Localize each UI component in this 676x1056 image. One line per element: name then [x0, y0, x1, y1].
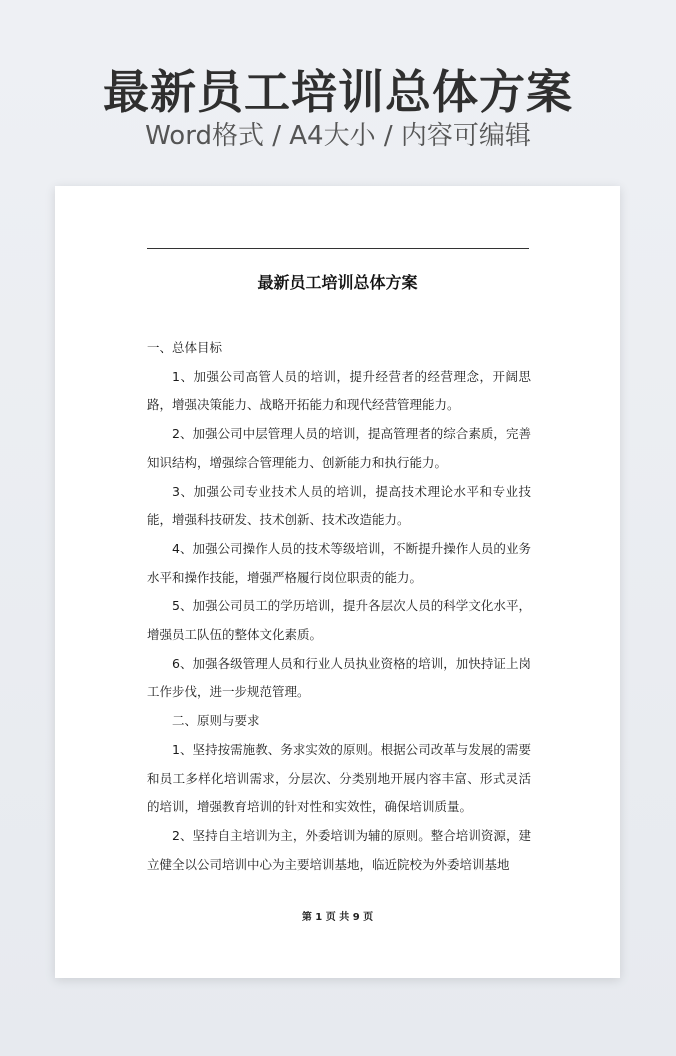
- page-footer: 第 1 页 共 9 页: [301, 912, 374, 923]
- document-title: 最新员工培训总体方案: [257, 273, 418, 292]
- paragraph: 3、加强公司专业技术人员的培训，提高技术理论水平和专业技能，增强科技研发、技术创新、技术改造能力。: [147, 483, 531, 528]
- document-page: [55, 186, 620, 978]
- banner-title: 最新员工培训总体方案: [103, 65, 573, 119]
- banner-subtitle: Word格式 / A4大小 / 内容可编辑: [145, 121, 531, 151]
- section-heading-principles: 二、原则与要求: [172, 713, 260, 729]
- paragraph: 1、加强公司高管人员的培训，提升经营者的经营理念，开阔思路，增强决策能力、战略开拓能力和现代经营管理能力。: [147, 368, 531, 413]
- paragraph: 1、坚持按需施教、务求实效的原则。根据公司改革与发展的需要和员工多样化培训需求，分层次、分类别地开展内容丰富、形式灵活的培训，增强教育培训的针对性和实效性，确保培训质量。: [147, 741, 531, 815]
- paragraph: 2、坚持自主培训为主，外委培训为辅的原则。整合培训资源，建立健全以公司培训中心为主要培训基地，临近院校为外委培训基地: [147, 827, 531, 872]
- header-rule: [147, 248, 529, 249]
- paragraph: 5、加强公司员工的学历培训，提升各层次人员的科学文化水平，增强员工队伍的整体文化素质。: [147, 598, 531, 643]
- paragraph: 6、加强各级管理人员和行业人员执业资格的培训，加快持证上岗工作步伐，进一步规范管理。: [147, 655, 531, 700]
- paragraph: 2、加强公司中层管理人员的培训，提高管理者的综合素质，完善知识结构，增强综合管理能力、创新能力和执行能力。: [147, 426, 531, 470]
- document-body: [147, 334, 531, 879]
- section-heading-goals: 一、总体目标: [147, 340, 223, 355]
- paragraph: 4、加强公司操作人员的技术等级培训，不断提升操作人员的业务水平和操作技能，增强严格履行岗位职责的能力。: [147, 540, 531, 585]
